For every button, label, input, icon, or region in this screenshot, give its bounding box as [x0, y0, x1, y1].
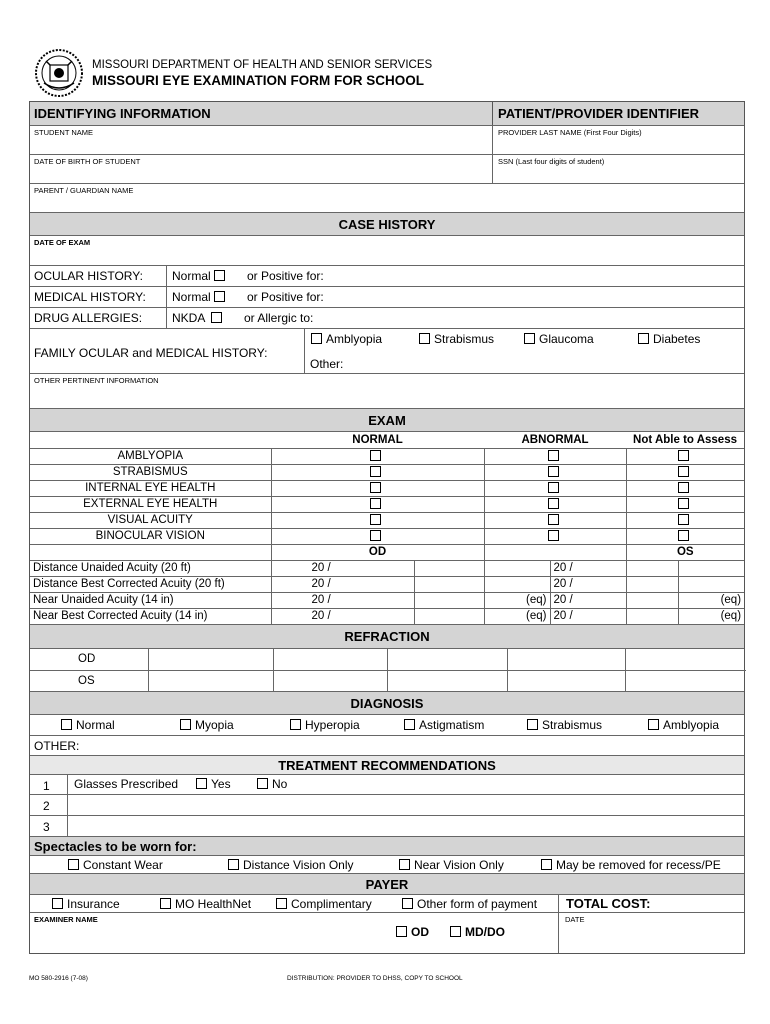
family-history-label: FAMILY OCULAR and MEDICAL HISTORY:	[34, 346, 268, 360]
treatment-row-3[interactable]	[30, 816, 744, 837]
family-glaucoma-label: Glaucoma	[539, 332, 594, 346]
acuity-od-value[interactable]: 20 /	[271, 560, 414, 576]
ocular-normal-label: Normal	[172, 269, 211, 283]
distance-only-checkbox[interactable]	[228, 859, 239, 870]
diagnosis-other-field[interactable]	[30, 736, 744, 756]
strabismus-abnormal-checkbox[interactable]	[548, 466, 559, 477]
diag-hyperopia-checkbox[interactable]	[290, 719, 301, 730]
mddo-checkbox[interactable]	[450, 926, 461, 937]
diag-amblyopia-label: Amblyopia	[663, 718, 720, 732]
refraction-os-label: OS	[30, 670, 148, 691]
payer-heading: PAYER	[30, 874, 744, 895]
form-header	[30, 47, 750, 102]
exam-item-external: EXTERNAL EYE HEALTH	[30, 496, 271, 512]
refraction-cell[interactable]	[387, 649, 507, 670]
od-checkbox[interactable]	[396, 926, 407, 937]
spectacles-heading-row	[30, 837, 744, 856]
exam-item-binocular: BINOCULAR VISION	[30, 528, 271, 544]
form-number: MO 580-2916 (7-08)	[29, 975, 88, 982]
visual-acuity-normal-checkbox[interactable]	[370, 514, 381, 525]
acuity-os-value[interactable]: 20 /	[550, 560, 626, 576]
acuity-os-value[interactable]: 20 /	[550, 576, 626, 592]
examiner-row	[30, 913, 744, 953]
binocular-na-checkbox[interactable]	[678, 530, 689, 541]
acuity-eq-os: (eq)	[678, 592, 744, 608]
complimentary-checkbox[interactable]	[276, 898, 287, 909]
distance-only-label: Distance Vision Only	[243, 858, 354, 872]
parent-label: PARENT / GUARDIAN NAME	[34, 186, 134, 195]
refraction-cell[interactable]	[148, 670, 273, 691]
visual-acuity-na-checkbox[interactable]	[678, 514, 689, 525]
refraction-cell[interactable]	[273, 670, 387, 691]
acuity-os-value[interactable]: 20 /	[550, 608, 626, 624]
family-strabismus-checkbox[interactable]	[419, 333, 430, 344]
refraction-cell[interactable]	[387, 670, 507, 691]
exam-item-strabismus: STRABISMUS	[30, 464, 271, 480]
diagnosis-heading: DIAGNOSIS	[30, 692, 744, 715]
acuity-os-heading: OS	[626, 544, 744, 560]
constant-wear-checkbox[interactable]	[68, 859, 79, 870]
nkda-label: NKDA	[172, 311, 205, 325]
glasses-no-checkbox[interactable]	[257, 778, 268, 789]
diag-hyperopia-label: Hyperopia	[305, 718, 360, 732]
constant-wear-label: Constant Wear	[83, 858, 163, 872]
exam-item-amblyopia: AMBLYOPIA	[30, 448, 271, 464]
allergic-label: or Allergic to:	[244, 311, 314, 325]
glasses-yes-checkbox[interactable]	[196, 778, 207, 789]
binocular-abnormal-checkbox[interactable]	[548, 530, 559, 541]
distribution-note: DISTRIBUTION: PROVIDER TO DHSS, COPY TO SCHOOL	[287, 975, 463, 982]
diag-myopia-checkbox[interactable]	[180, 719, 191, 730]
insurance-checkbox[interactable]	[52, 898, 63, 909]
examiner-name-label: EXAMINER NAME	[34, 915, 98, 924]
ocular-history-label: OCULAR HISTORY:	[34, 269, 143, 283]
treatment-row-2[interactable]	[30, 795, 744, 816]
family-amblyopia-label: Amblyopia	[326, 332, 383, 346]
binocular-normal-checkbox[interactable]	[370, 530, 381, 541]
medical-history-label: MEDICAL HISTORY:	[34, 290, 146, 304]
dob-label: DATE OF BIRTH OF STUDENT	[34, 157, 141, 166]
internal-abnormal-checkbox[interactable]	[548, 482, 559, 493]
student-name-field[interactable]	[30, 126, 744, 155]
refraction-od-label: OD	[30, 649, 148, 670]
spectacles-options-row	[30, 856, 744, 874]
refraction-cell[interactable]	[148, 649, 273, 670]
ocular-positive-label: or Positive for:	[247, 269, 324, 283]
external-na-checkbox[interactable]	[678, 498, 689, 509]
col-abnormal: ABNORMAL	[484, 432, 626, 448]
refraction-cell[interactable]	[273, 649, 387, 670]
payer-options-row	[30, 895, 744, 913]
nkda-checkbox[interactable]	[211, 312, 222, 323]
recess-pe-label: May be removed for recess/PE	[556, 858, 721, 872]
glasses-no-label: No	[272, 777, 288, 791]
family-other-label: Other:	[310, 357, 344, 371]
refraction-cell[interactable]	[625, 670, 746, 691]
ocular-history-row	[30, 266, 744, 287]
external-abnormal-checkbox[interactable]	[548, 498, 559, 509]
exam-item-internal: INTERNAL EYE HEALTH	[30, 480, 271, 496]
spectacles-heading: Spectacles to be worn for:	[34, 839, 197, 854]
family-diabetes-label: Diabetes	[653, 332, 701, 346]
acuity-label-distance-unaided: Distance Unaided Acuity (20 ft)	[30, 560, 271, 576]
treatment-row-1	[30, 775, 744, 795]
diag-normal-label: Normal	[76, 718, 115, 732]
other-pertinent-field[interactable]	[30, 374, 744, 409]
refraction-heading: REFRACTION	[30, 625, 744, 649]
amblyopia-na-checkbox[interactable]	[678, 450, 689, 461]
refraction-cell[interactable]	[507, 649, 625, 670]
acuity-label-distance-corrected: Distance Best Corrected Acuity (20 ft)	[30, 576, 271, 592]
diagnosis-options-row	[30, 715, 744, 736]
complimentary-label: Complimentary	[291, 897, 372, 911]
col-not-able: Not Able to Assess	[626, 432, 744, 448]
medical-normal-label: Normal	[172, 290, 211, 304]
other-pertinent-label: OTHER PERTINENT INFORMATION	[34, 376, 159, 385]
diagnosis-other-label: OTHER:	[34, 739, 80, 753]
col-normal: NORMAL	[271, 432, 484, 448]
eye-exam-form	[29, 101, 745, 954]
family-glaucoma-checkbox[interactable]	[524, 333, 535, 344]
date-label: DATE	[565, 915, 585, 924]
acuity-eq-od	[484, 560, 550, 576]
mddo-label: MD/DO	[465, 925, 505, 939]
date-of-exam-field[interactable]	[30, 236, 744, 266]
mo-healthnet-checkbox[interactable]	[160, 898, 171, 909]
internal-na-checkbox[interactable]	[678, 482, 689, 493]
acuity-eq-os	[678, 576, 744, 592]
acuity-eq-os	[678, 560, 744, 576]
identifying-heading: IDENTIFYING INFORMATION	[34, 106, 211, 121]
od-label: OD	[411, 925, 429, 939]
exam-heading: EXAM	[30, 409, 744, 432]
diag-strabismus-label: Strabismus	[542, 718, 603, 732]
ssn-label: SSN (Last four digits of student)	[498, 157, 605, 166]
strabismus-normal-checkbox[interactable]	[370, 466, 381, 477]
family-history-row	[30, 329, 744, 374]
acuity-od-value[interactable]: 20 /	[271, 608, 414, 624]
glasses-prescribed-label: Glasses Prescribed	[74, 777, 179, 791]
acuity-od-value[interactable]: 20 /	[271, 592, 414, 608]
acuity-od-heading: OD	[271, 544, 484, 560]
refraction-cell[interactable]	[507, 670, 625, 691]
internal-normal-checkbox[interactable]	[370, 482, 381, 493]
amblyopia-normal-checkbox[interactable]	[370, 450, 381, 461]
agency-name: MISSOURI DEPARTMENT OF HEALTH AND SENIOR SERVICES	[92, 59, 433, 71]
drug-allergies-row	[30, 308, 744, 329]
form-title: MISSOURI EYE EXAMINATION FORM FOR SCHOOL	[92, 73, 425, 88]
family-strabismus-label: Strabismus	[434, 332, 495, 346]
identifying-header-row	[30, 102, 744, 126]
treatment-heading: TREATMENT RECOMMENDATIONS	[30, 756, 744, 775]
diag-normal-checkbox[interactable]	[61, 719, 72, 730]
date-of-exam-label: DATE OF EXAM	[34, 238, 91, 247]
mo-healthnet-label: MO HealthNet	[175, 897, 252, 911]
glasses-yes-label: Yes	[211, 777, 231, 791]
acuity-os-value[interactable]: 20 /	[550, 592, 626, 608]
amblyopia-abnormal-checkbox[interactable]	[548, 450, 559, 461]
total-cost-label: TOTAL COST:	[566, 896, 651, 911]
provider-last-name-label: PROVIDER LAST NAME (First Four Digits)	[498, 128, 642, 137]
exam-item-visual-acuity: VISUAL ACUITY	[30, 512, 271, 528]
refraction-cell[interactable]	[625, 649, 746, 670]
acuity-od-value[interactable]: 20 /	[271, 576, 414, 592]
recess-pe-checkbox[interactable]	[541, 859, 552, 870]
family-diabetes-checkbox[interactable]	[638, 333, 649, 344]
other-payment-checkbox[interactable]	[402, 898, 413, 909]
insurance-label: Insurance	[67, 897, 120, 911]
medical-history-row	[30, 287, 744, 308]
parent-field[interactable]	[30, 184, 744, 213]
medical-positive-label: or Positive for:	[247, 290, 324, 304]
acuity-label-near-corrected: Near Best Corrected Acuity (14 in)	[30, 608, 271, 624]
visual-acuity-abnormal-checkbox[interactable]	[548, 514, 559, 525]
near-only-checkbox[interactable]	[399, 859, 410, 870]
refraction-table	[30, 649, 744, 692]
exam-table	[30, 432, 744, 625]
diag-astigmatism-checkbox[interactable]	[404, 719, 415, 730]
acuity-eq-os: (eq)	[720, 610, 742, 623]
acuity-eq-od: (eq)	[484, 592, 550, 608]
acuity-label-near-unaided: Near Unaided Acuity (14 in)	[30, 592, 271, 608]
acuity-eq-od: (eq)	[484, 608, 550, 624]
missouri-seal-icon	[34, 47, 84, 99]
diag-myopia-label: Myopia	[195, 718, 234, 732]
treatment-row-1-number: 1	[43, 779, 50, 793]
provider-heading: PATIENT/PROVIDER IDENTIFIER	[498, 106, 700, 121]
medical-normal-checkbox[interactable]	[214, 291, 225, 302]
case-history-heading: CASE HISTORY	[30, 213, 744, 236]
diag-strabismus-checkbox[interactable]	[527, 719, 538, 730]
student-name-label: STUDENT NAME	[34, 128, 94, 137]
dob-field[interactable]	[30, 155, 744, 184]
diag-amblyopia-checkbox[interactable]	[648, 719, 659, 730]
treatment-row-3-number: 3	[43, 820, 50, 834]
drug-allergies-label: DRUG ALLERGIES:	[34, 311, 143, 325]
external-normal-checkbox[interactable]	[370, 498, 381, 509]
near-only-label: Near Vision Only	[414, 858, 504, 872]
treatment-row-2-number: 2	[43, 799, 50, 813]
family-amblyopia-checkbox[interactable]	[311, 333, 322, 344]
acuity-eq-od	[484, 576, 550, 592]
diag-astigmatism-label: Astigmatism	[419, 718, 485, 732]
strabismus-na-checkbox[interactable]	[678, 466, 689, 477]
ocular-normal-checkbox[interactable]	[214, 270, 225, 281]
other-payment-label: Other form of payment	[417, 897, 538, 911]
